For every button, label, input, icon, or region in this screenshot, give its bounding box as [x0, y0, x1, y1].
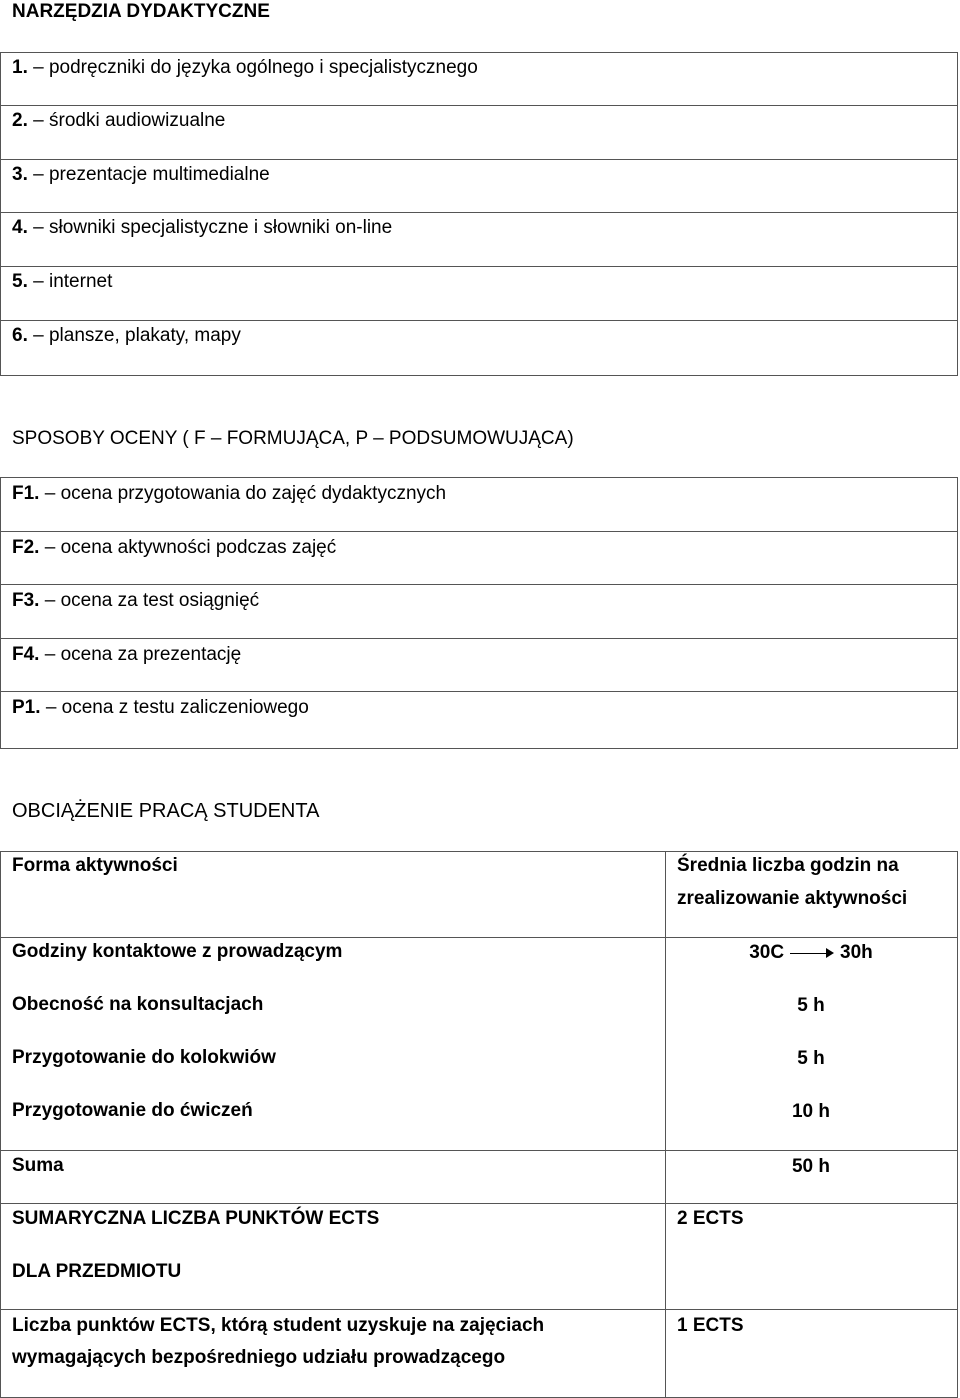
row-label: Obecność na konsultacjach [12, 994, 264, 1015]
row-label: Przygotowanie do kolokwiów [12, 1047, 276, 1068]
assessment-item: F3. – ocena za test osiągnięć [12, 590, 260, 611]
divider [0, 266, 958, 267]
ects-label-2: DLA PRZEDMIOTU [12, 1261, 182, 1282]
col-header-hours-2: zrealizowanie aktywności [677, 888, 908, 909]
tools-item: 4. – słowniki specjalistyczne i słowniki on-line [12, 217, 393, 238]
row-divider [0, 1203, 958, 1204]
direct-ects-label-2: wymagających bezpośredniego udziału prowadzącego [12, 1347, 506, 1368]
row-label: Przygotowanie do ćwiczeń [12, 1100, 253, 1121]
assessment-item: F4. – ocena za prezentację [12, 644, 242, 665]
tools-item: 2. – środki audiowizualne [12, 110, 226, 131]
tools-item: 6. – plansze, plakaty, mapy [12, 325, 241, 346]
assessment-item: F2. – ocena aktywności podczas zajęć [12, 537, 337, 558]
tools-item: 1. – podręczniki do języka ogólnego i specjalistycznego [12, 57, 478, 78]
tools-item: 3. – prezentacje multimedialne [12, 164, 270, 185]
row-value: 10 h [791, 1101, 831, 1122]
sum-value: 50 h [791, 1156, 831, 1177]
sum-label: Suma [12, 1155, 64, 1176]
arrow-right-icon [790, 947, 834, 959]
divider [0, 691, 958, 692]
row-label: Godziny kontaktowe z prowadzącym [12, 941, 343, 962]
divider [0, 159, 958, 160]
ects-label-1: SUMARYCZNA LICZBA PUNKTÓW ECTS [12, 1208, 380, 1229]
row-value: 5 h [797, 1048, 825, 1069]
row-value: 5 h [797, 995, 825, 1016]
divider [0, 638, 958, 639]
divider [0, 320, 958, 321]
ects-value: 2 ECTS [677, 1208, 744, 1229]
tools-item: 5. – internet [12, 271, 113, 292]
divider [0, 212, 958, 213]
row-divider [0, 1150, 958, 1151]
column-divider [665, 851, 666, 1398]
assessment-heading: SPOSOBY OCENY ( F – FORMUJĄCA, P – PODSUMOWUJĄCA) [12, 428, 574, 449]
assessment-item: F1. – ocena przygotowania do zajęć dydaktycznych [12, 483, 447, 504]
row-value: 30C 30h [749, 942, 873, 963]
divider [0, 105, 958, 106]
divider [0, 531, 958, 532]
assessment-item: P1. – ocena z testu zaliczeniowego [12, 697, 309, 718]
workload-heading: OBCIĄŻENIE PRACĄ STUDENTA [12, 800, 320, 822]
direct-ects-value: 1 ECTS [677, 1315, 744, 1336]
row-divider [0, 1309, 958, 1310]
direct-ects-label-1: Liczba punktów ECTS, którą student uzyskuje na zajęciach [12, 1315, 545, 1336]
tools-heading: NARZĘDZIA DYDAKTYCZNE [12, 1, 270, 22]
col-header-activity: Forma aktywności [12, 855, 178, 876]
row-divider [0, 937, 958, 938]
divider [0, 584, 958, 585]
col-header-hours-1: Średnia liczba godzin na [677, 855, 899, 876]
